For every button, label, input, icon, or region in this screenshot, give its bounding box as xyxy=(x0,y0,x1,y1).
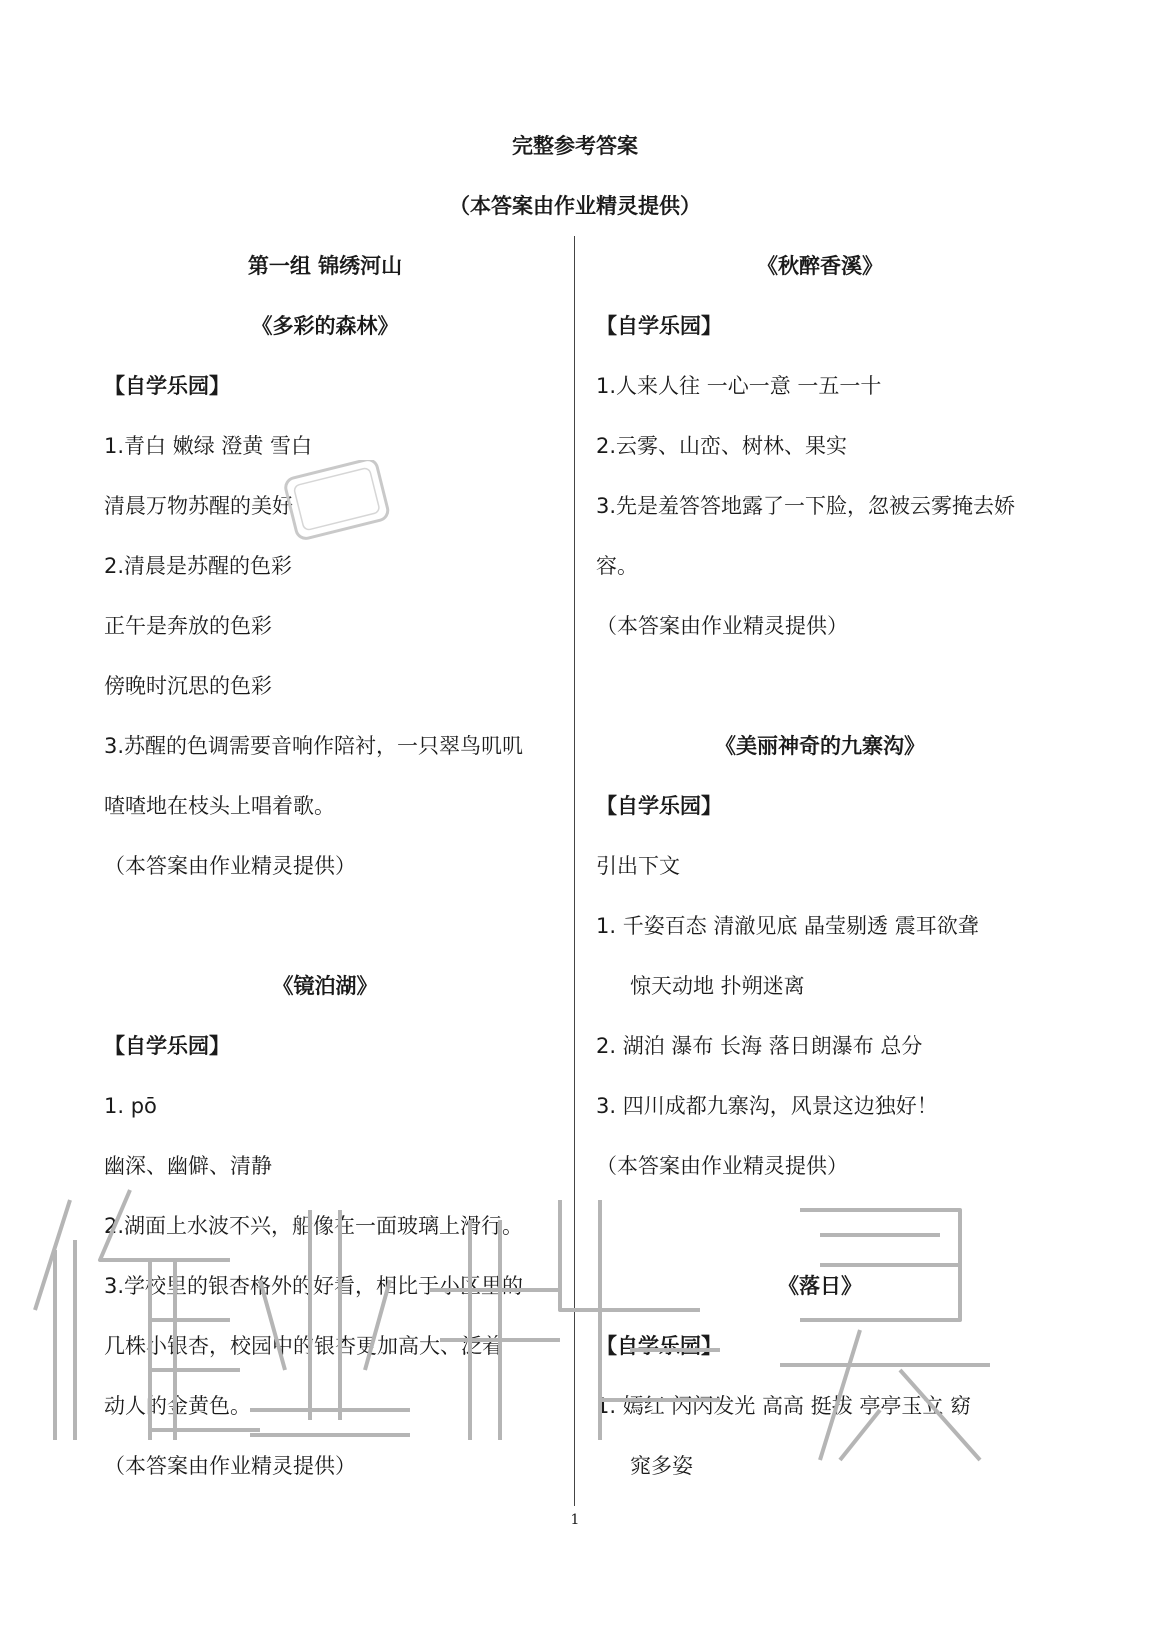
source-note: （本答案由作业精灵提供） xyxy=(104,1454,356,1478)
source-note: （本答案由作业精灵提供） xyxy=(596,614,848,638)
section-heading: 【自学乐园】 xyxy=(596,794,722,818)
answer-line: 1. 千姿百态 清澈见底 晶莹剔透 震耳欲聋 xyxy=(596,914,979,938)
page-subtitle: （本答案由作业精灵提供） xyxy=(449,194,701,218)
section-heading: 【自学乐园】 xyxy=(596,314,722,338)
source-note: （本答案由作业精灵提供） xyxy=(104,854,356,878)
answer-line: 1.青白 嫩绿 澄黄 雪白 xyxy=(104,434,313,458)
answer-line: 3.学校里的银杏格外的好看，相比于小区里的 xyxy=(104,1274,524,1298)
section-title-forest: 《多彩的森林》 xyxy=(251,314,399,338)
group-title: 第一组 锦绣河山 xyxy=(247,254,403,278)
answer-line: 正午是奔放的色彩 xyxy=(104,614,272,638)
page-title: 完整参考答案 xyxy=(512,134,638,158)
section-title-sunset: 《落日》 xyxy=(778,1274,862,1298)
source-note: （本答案由作业精灵提供） xyxy=(596,1154,848,1178)
answer-line: 幽深、幽僻、清静 xyxy=(104,1154,272,1178)
answer-line: 引出下文 xyxy=(596,854,680,878)
section-title-qiuzui-xiangxi: 《秋醉香溪》 xyxy=(757,254,883,278)
section-heading: 【自学乐园】 xyxy=(104,374,230,398)
answer-line: 3.先是羞答答地露了一下脸，忽被云雾掩去娇 xyxy=(596,494,1016,518)
answer-line: 1.人来人往 一心一意 一五一十 xyxy=(596,374,882,398)
answer-line: 清晨万物苏醒的美好 xyxy=(104,494,293,518)
answer-line: 1. 嫣红 闪闪发光 高高 挺拔 亭亭玉立 窈 xyxy=(596,1394,972,1418)
answer-line: 3. 四川成都九寨沟，风景这边独好！ xyxy=(596,1094,938,1118)
stamp-watermark xyxy=(282,460,392,540)
section-heading: 【自学乐园】 xyxy=(596,1334,722,1358)
answer-line: 2.湖面上水波不兴，船像在一面玻璃上滑行。 xyxy=(104,1214,524,1238)
column-divider xyxy=(574,236,575,1506)
answer-line: 2.清晨是苏醒的色彩 xyxy=(104,554,293,578)
section-heading: 【自学乐园】 xyxy=(104,1034,230,1058)
answer-line: 傍晚时沉思的色彩 xyxy=(104,674,272,698)
answer-line: 窕多姿 xyxy=(630,1454,693,1478)
answer-line: 3.苏醒的色调需要音响作陪衬，一只翠鸟叽叽 xyxy=(104,734,524,758)
answer-line: 喳喳地在枝头上唱着歌。 xyxy=(104,794,335,818)
section-title-jingbo-lake: 《镜泊湖》 xyxy=(272,974,378,998)
answer-line: 动人的金黄色。 xyxy=(104,1394,251,1418)
answer-line: 1. pō xyxy=(104,1094,157,1118)
answer-line: 容。 xyxy=(596,554,638,578)
answer-line: 2. 湖泊 瀑布 长海 落日朗瀑布 总分 xyxy=(596,1034,923,1058)
answer-line: 2.云雾、山峦、树林、果实 xyxy=(596,434,848,458)
answer-line: 几株小银杏，校园中的银杏更加高大、泛着 xyxy=(104,1334,503,1358)
section-title-jiuzhaigou: 《美丽神奇的九寨沟》 xyxy=(715,734,925,758)
page-number: 1 xyxy=(570,1512,580,1528)
answer-line: 惊天动地 扑朔迷离 xyxy=(630,974,805,998)
